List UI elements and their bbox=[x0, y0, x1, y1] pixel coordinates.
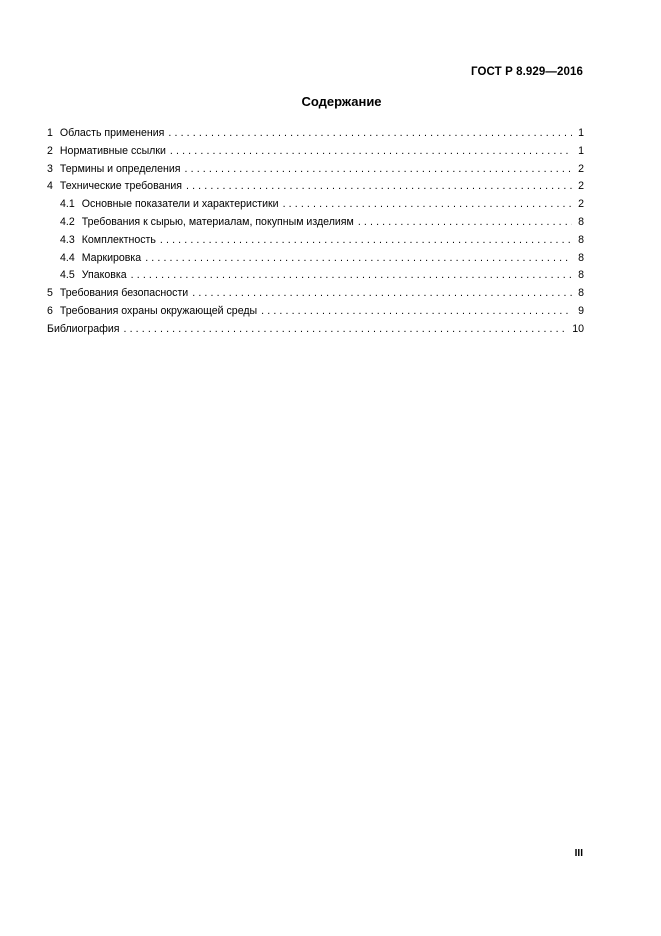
toc-leader-dots bbox=[358, 214, 572, 232]
toc-item-page: 2 bbox=[578, 180, 584, 193]
toc-item-title: Нормативные ссылки bbox=[59, 144, 166, 157]
toc-item-title: Требования безопасности bbox=[59, 287, 189, 300]
toc-item-number: 4 bbox=[47, 180, 53, 193]
table-of-contents bbox=[47, 125, 584, 339]
toc-item-number: 4.1 bbox=[60, 198, 75, 211]
toc-leader-dots bbox=[261, 303, 572, 321]
toc-item[interactable] bbox=[47, 125, 584, 143]
toc-item-title: Библиография bbox=[47, 322, 120, 335]
toc-item[interactable] bbox=[47, 161, 584, 179]
toc-item-title: Требования к сырью, материалам, покупным изделиям bbox=[81, 215, 354, 228]
toc-subitem[interactable] bbox=[47, 232, 584, 250]
page-number: III bbox=[574, 848, 583, 859]
toc-item-page: 1 bbox=[578, 144, 584, 157]
toc-title: Содержание bbox=[301, 94, 382, 109]
toc-item-bibliography[interactable] bbox=[47, 321, 584, 339]
toc-item[interactable] bbox=[47, 303, 584, 321]
toc-item-page: 1 bbox=[578, 127, 584, 139]
toc-item-number: 4.5 bbox=[60, 269, 75, 282]
toc-item[interactable] bbox=[47, 143, 584, 161]
toc-item-title: Термины и определения bbox=[59, 162, 181, 175]
toc-leader-dots bbox=[192, 285, 572, 303]
toc-item-page: 10 bbox=[572, 322, 584, 335]
toc-leader-dots bbox=[131, 267, 572, 285]
toc-leader-dots bbox=[186, 178, 572, 196]
toc-item-number: 6 bbox=[47, 304, 53, 317]
toc-item-page: 9 bbox=[578, 304, 584, 317]
toc-item-number: 4.4 bbox=[60, 251, 75, 264]
toc-item-number: 2 bbox=[47, 144, 53, 157]
toc-item-page: 2 bbox=[578, 198, 584, 211]
toc-item-title: Технические требования bbox=[59, 180, 182, 193]
toc-item-number: 4.3 bbox=[60, 233, 75, 246]
toc-item-number: 5 bbox=[47, 287, 53, 300]
toc-leader-dots bbox=[145, 250, 572, 268]
toc-item-page: 8 bbox=[578, 233, 584, 246]
toc-item-number: 3 bbox=[47, 162, 53, 175]
toc-item-title: Комплектность bbox=[81, 233, 156, 246]
toc-leader-dots bbox=[170, 143, 572, 161]
toc-subitem[interactable] bbox=[47, 267, 584, 285]
toc-item[interactable] bbox=[47, 285, 584, 303]
toc-item-number: 1 bbox=[47, 127, 53, 139]
toc-item-title: Упаковка bbox=[81, 269, 127, 282]
toc-item-page: 2 bbox=[578, 162, 584, 175]
toc-leader-dots bbox=[123, 321, 568, 339]
toc-leader-dots bbox=[160, 232, 572, 250]
toc-subitem[interactable] bbox=[47, 196, 584, 214]
toc-subitem[interactable] bbox=[47, 214, 584, 232]
toc-item-title: Требования охраны окружающей среды bbox=[59, 304, 258, 317]
toc-leader-dots bbox=[168, 125, 572, 143]
toc-leader-dots bbox=[283, 196, 572, 214]
toc-item-number: 4.2 bbox=[60, 215, 75, 228]
toc-leader-dots bbox=[185, 161, 572, 179]
toc-item-page: 8 bbox=[578, 287, 584, 300]
toc-item-title: Область применения bbox=[59, 127, 165, 139]
toc-item[interactable] bbox=[47, 178, 584, 196]
toc-item-page: 8 bbox=[578, 269, 584, 282]
toc-item-page: 8 bbox=[578, 215, 584, 228]
document-code: ГОСТ Р 8.929—2016 bbox=[471, 66, 583, 78]
toc-item-title: Основные показатели и характеристики bbox=[81, 198, 279, 211]
toc-item-page: 8 bbox=[578, 251, 584, 264]
toc-subitem[interactable] bbox=[47, 250, 584, 268]
toc-item-title: Маркировка bbox=[81, 251, 142, 264]
